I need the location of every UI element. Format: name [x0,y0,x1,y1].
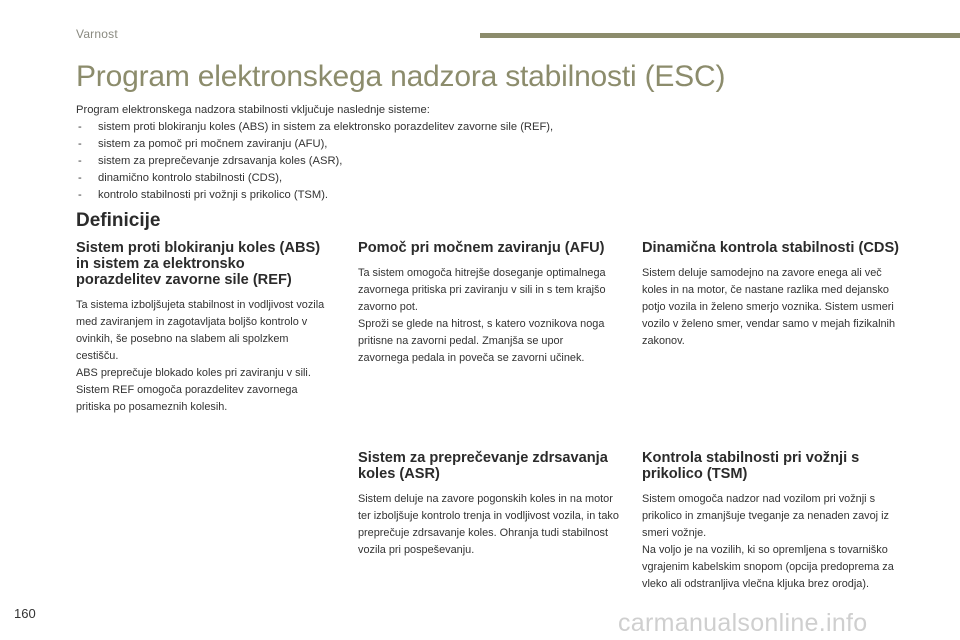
intro-list [76,119,676,204]
abs-text: Ta sistema izboljšujeta stabilnost in vodljivost vozila med zaviranjem in zagotavljata boljšo kontrolo v ovinkih, še posebno na slabem ali spolzkem cestišču. ABS preprečuje blokado koles pri zaviranju v sili. Sistem REF omogoča porazdelitev zavornega pritiska po posameznih kolesih. [76,299,325,413]
afu-text: Ta sistem omogoča hitrejše doseganje optimalnega zavornega pritiska pri zaviranju v sili in s tem krajšo zavorno pot. Sproži se glede na hitrost, s katero voznikova noga pritisne na zavorni pedal. Zmanjša se upor zavornega pedala in poveča se zavorni učinek. [358,267,606,364]
tsm-text: Sistem omogoča nadzor nad vozilom pri vožnji s prikolico in zmanjšuje tveganje za nenaden zavoj iz smeri vožnje. Na voljo je na vozilih, ki so opremljena s tovarniško vgrajenim kabelskim snopom (opcija predoprema za vleko ali odstranljiva vlečna kljuka brez orodja). [642,493,894,590]
definitions-heading: Definicije [76,210,161,231]
cds-text: Sistem deluje samodejno na zavore enega ali več koles in na motor, če nastane razlika med dejansko potjo vozila in želeno smerjo voznika. Sistem usmeri vozilo v želeno smer, vendar samo v mejah fizikalnih zakonov. [642,267,896,347]
tsm-section [642,450,904,593]
intro-list-item: - sistem za pomoč pri močnem zaviranju (AFU), [76,136,676,153]
abs-section [76,240,328,416]
section-label: Varnost [76,27,118,41]
intro-list-item: - dinamično kontrolo stabilnosti (CDS), [76,170,676,187]
page-title: Program elektronskega nadzora stabilnosti (ESC) [76,60,726,93]
asr-section [358,450,620,559]
intro-list-item: - sistem za preprečevanje zdrsavanja koles (ASR), [76,153,676,170]
cds-heading: Dinamična kontrola stabilnosti (CDS) [642,240,900,256]
header-bar [480,33,960,38]
abs-heading: Sistem proti blokiranju koles (ABS) in sistem za elektronsko porazdelitev zavorne sile (REF) [76,240,321,288]
afu-heading: Pomoč pri močnem zaviranju (AFU) [358,240,605,256]
asr-heading: Sistem za preprečevanje zdrsavanja koles (ASR) [358,450,608,482]
intro-list-item: - sistem proti blokiranju koles (ABS) in sistem za elektronsko porazdelitev zavorne sile (REF), [76,119,676,136]
intro [76,102,676,204]
cds-section [642,240,904,350]
asr-text: Sistem deluje na zavore pogonskih koles in na motor ter izboljšuje kontrolo trenja in vodljivost vozila, in tako preprečuje zdrsavanje koles. Ohranja tudi stabilnost vozila pri pospeševanju. [358,493,619,556]
intro-list-item: - kontrolo stabilnosti pri vožnji s prikolico (TSM). [76,187,676,204]
afu-section [358,240,616,367]
page-number: 160 [14,606,36,621]
intro-lead: Program elektronskega nadzora stabilnosti vključuje naslednje sisteme: [76,104,430,116]
watermark: carmanualsonline.info [618,609,868,637]
tsm-heading: Kontrola stabilnosti pri vožnji s prikolico (TSM) [642,450,860,482]
